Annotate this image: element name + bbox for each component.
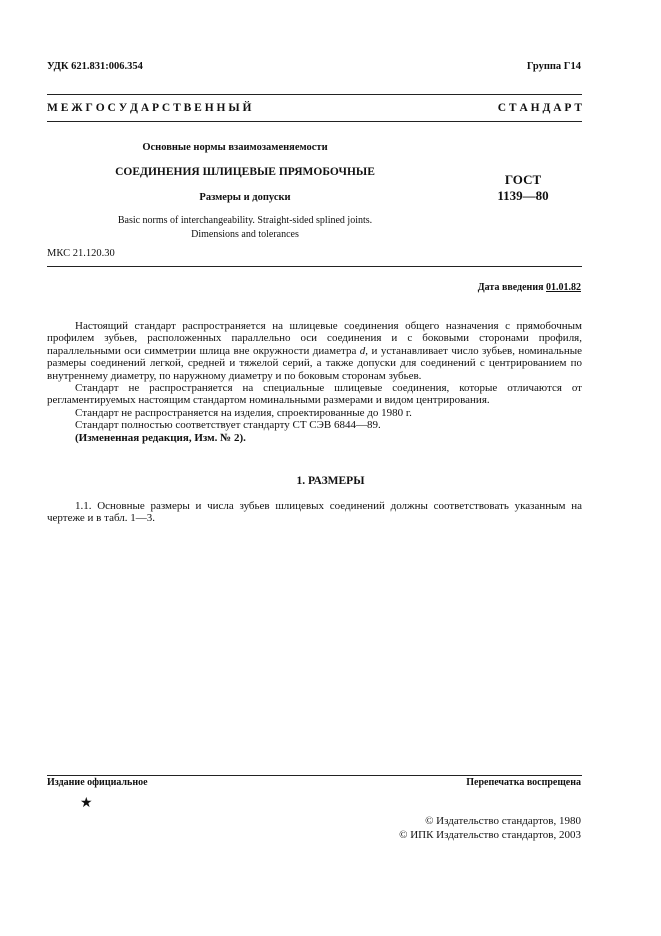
copyright-2003: © ИПК Издательство стандартов, 2003 xyxy=(399,829,581,841)
banner-rule xyxy=(47,121,582,122)
standard-banner xyxy=(47,102,582,114)
banner-word-standard: С Т А Н Д А Р Т xyxy=(497,102,582,114)
section-heading: 1. РАЗМЕРЫ xyxy=(296,475,365,487)
english-title xyxy=(0,214,490,242)
intro-date-value: 01.01.82 xyxy=(546,282,581,293)
paragraph-designed-before: Стандарт не распространяется на изделия, спроектированные до 1980 г. xyxy=(75,406,412,419)
intro-date xyxy=(478,282,581,293)
banner-word-interstate: М Е Ж Г О С У Д А Р С Т В Е Н Н Ы Й xyxy=(47,102,252,114)
paragraph-1-1: 1.1. Основные размеры и числа зубьев шлицевых соединений должны соответствовать указанным на чертеже и в табл. 1—3. xyxy=(47,500,582,525)
group-code: Группа Г14 xyxy=(526,61,581,72)
udk-code: УДК 621.831:006.354 xyxy=(47,61,143,72)
english-title-line1: Basic norms of interchangeability. Straight-sided splined joints. xyxy=(117,215,373,226)
intro-text xyxy=(47,320,582,444)
diameter-symbol: d xyxy=(359,344,366,357)
english-title-line2: Dimensions and tolerances xyxy=(191,229,299,240)
document-subtitle: Размеры и допуски xyxy=(199,192,291,203)
top-rule xyxy=(47,94,582,95)
paragraph-amendment: (Измененная редакция, Изм. № 2). xyxy=(75,431,246,444)
gost-label: ГОСТ xyxy=(504,172,542,187)
mks-code: МКС 21.120.30 xyxy=(47,248,115,259)
paragraph-scope: Настоящий стандарт распространяется на шлицевые соединения общего назначения с прямобочным профилем зубьев, расположенных параллельно оси соединения и с боковыми сторонами профиля, параллельными оси симметрии шлица вне окружности диаметра d, и устанавливает число зубьев, номинальные размеры соединений легкой, средней и тяжелой серий, а также допуски для соединений с центрированием по внутреннему диаметру, по наружному диаметру и по боковым сторонам зубьев. xyxy=(47,320,582,382)
footer-rule xyxy=(47,775,582,776)
paragraph-sev-compliance: Стандарт полностью соответствует стандарту СТ СЭВ 6844—89. xyxy=(75,419,381,432)
intro-date-label: Дата введения xyxy=(477,282,544,293)
section-text xyxy=(47,500,582,525)
edition-note: Издание официальное xyxy=(47,777,148,788)
document-title: СОЕДИНЕНИЯ ШЛИЦЕВЫЕ ПРЯМОБОЧНЫЕ xyxy=(115,166,375,178)
series-title: Основные нормы взаимозаменяемости xyxy=(142,142,328,153)
copyright-1980: © Издательство стандартов, 1980 xyxy=(425,815,581,827)
star-icon: ★ xyxy=(80,796,93,811)
mks-rule xyxy=(47,266,582,267)
reprint-note: Перепечатка воспрещена xyxy=(466,777,581,788)
gost-number: 1139—80 xyxy=(497,188,549,203)
paragraph-exclusion: Стандарт не распространяется на специальные шлицевые соединения, которые отличаются от регламентируемых настоящим стандартом номинальными размерами и видом центрирования. xyxy=(47,382,582,407)
gost-designation xyxy=(478,172,568,204)
